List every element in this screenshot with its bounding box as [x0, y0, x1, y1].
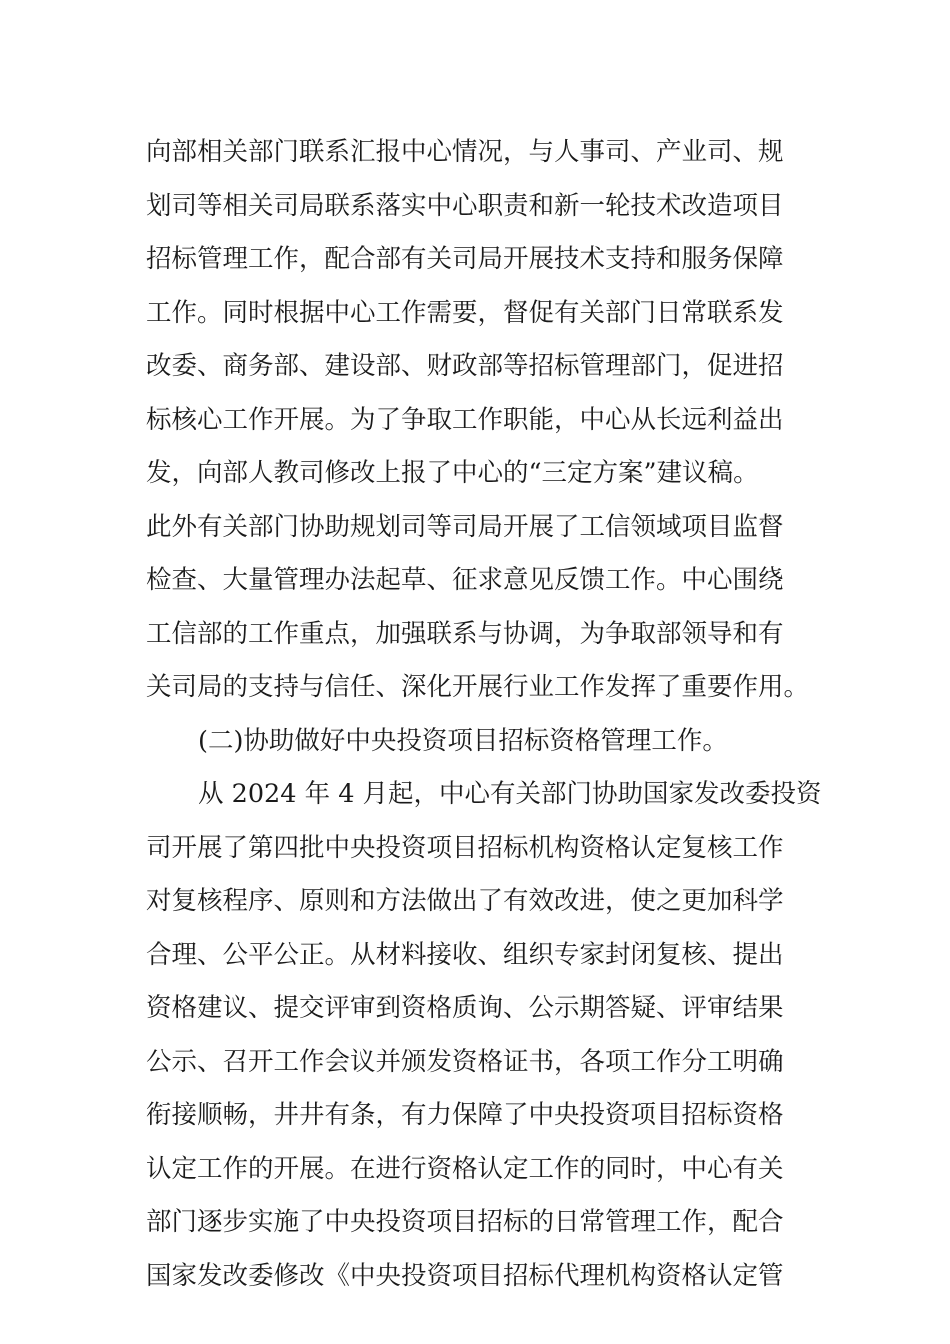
text-line: 发，向部人教司修改上报了中心的“三定方案”建议稿。 [146, 458, 759, 488]
text-line: 认定工作的开展。在进行资格认定工作的同时，中心有关 [146, 1153, 784, 1184]
text-line: 工信部的工作重点，加强联系与协调，为争取部领导和有 [146, 618, 784, 649]
text-line: 公示、召开工作会议并颁发资格证书，各项工作分工明确 [146, 1046, 784, 1077]
text-line: 关司局的支持与信任、深化开展行业工作发挥了重要作用。 [146, 672, 810, 702]
text-line: 改委、商务部、建设部、财政部等招标管理部门，促进招 [146, 351, 784, 381]
text-line: 资格建议、提交评审到资格质询、公示期答疑、评审结果 [146, 993, 784, 1023]
text-line: 向部相关部门联系汇报中心情况，与人事司、产业司、规 [146, 137, 784, 167]
text-line: 衔接顺畅，井井有条，有力保障了中央投资项目招标资格 [146, 1100, 784, 1130]
document-body [146, 126, 822, 1303]
section-heading: (二)协助做好中央投资项目招标资格管理工作。 [198, 725, 728, 756]
text-line: 部门逐步实施了中央投资项目招标的日常管理工作，配合 [146, 1207, 784, 1237]
text-line: 划司等相关司局联系落实中心职责和新一轮技术改造项目 [146, 190, 784, 221]
text-line: 检查、大量管理办法起草、征求意见反馈工作。中心围绕 [146, 565, 784, 595]
text-line: 标核心工作开展。为了争取工作职能，中心从长远利益出 [146, 404, 784, 435]
text-line: 司开展了第四批中央投资项目招标机构资格认定复核工作 [146, 832, 784, 863]
text-line: 对复核程序、原则和方法做出了有效改进，使之更加科学 [146, 886, 784, 916]
text-line: 此外有关部门协助规划司等司局开展了工信领域项目监督 [146, 511, 784, 542]
paragraph-first-line: 从 2024 年 4 月起，中心有关部门协助国家发改委投资 [198, 779, 822, 809]
text-line: 工作。同时根据中心工作需要，督促有关部门日常联系发 [146, 297, 784, 328]
text-line: 国家发改委修改《中央投资项目招标代理机构资格认定管 [146, 1260, 784, 1291]
text-line: 招标管理工作，配合部有关司局开展技术支持和服务保障 [146, 244, 784, 274]
text-line: 合理、公平公正。从材料接收、组织专家封闭复核、提出 [146, 939, 784, 970]
